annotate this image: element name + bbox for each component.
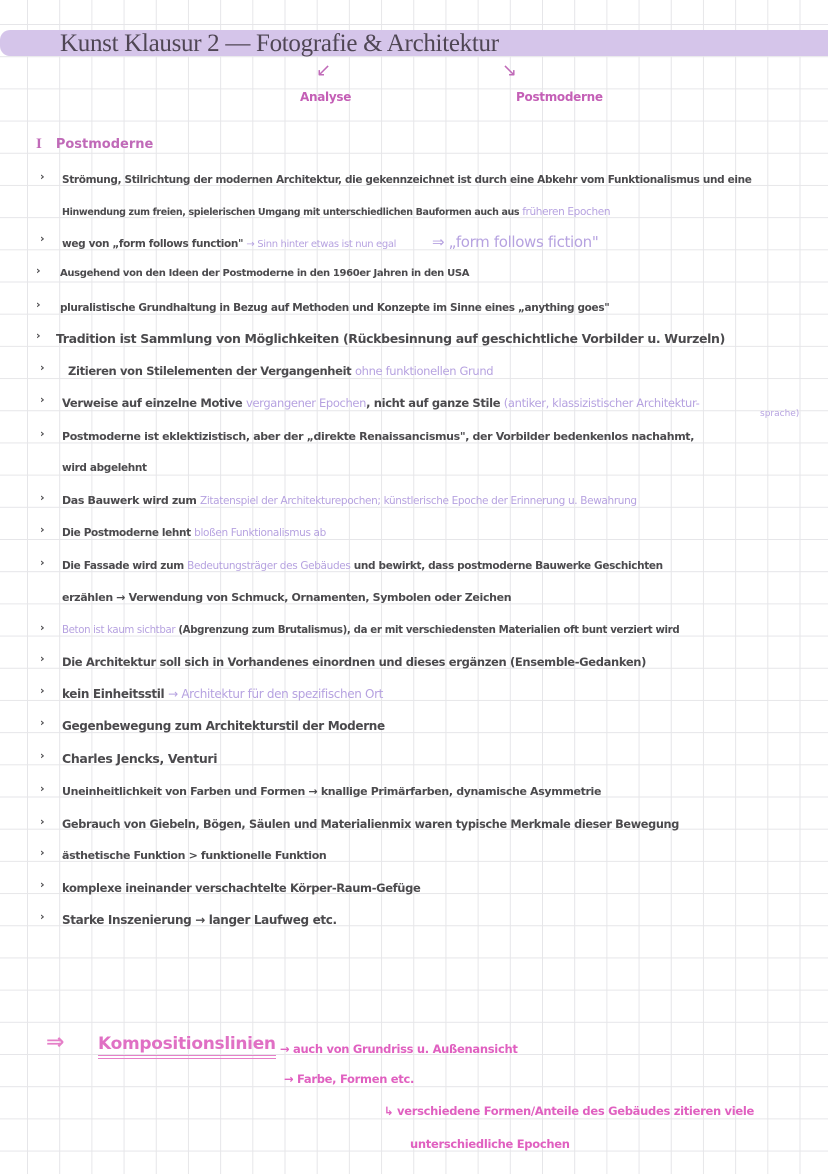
note-continuation bbox=[0, 458, 828, 478]
note-item bbox=[0, 298, 828, 318]
note-accent: Zitatenspiel der Architekturepochen; künstlerische Epoche der Erinnerung u. Bewahrung bbox=[200, 495, 637, 507]
note-continuation bbox=[0, 202, 828, 222]
note-item bbox=[0, 621, 828, 641]
bullet-icon: › bbox=[36, 264, 41, 277]
note-accent: Bedeutungsträger des Gebäudes bbox=[187, 560, 351, 572]
note-text: Strömung, Stilrichtung der modernen Architektur, die gekennzeichnet ist durch eine Abkehr vom Funktionalismus und eine bbox=[62, 174, 752, 186]
note-text: ästhetische Funktion > funktionelle Funktion bbox=[62, 849, 327, 862]
note-text: kein Einheitsstil → Architektur für den spezifischen Ort bbox=[62, 687, 384, 701]
note-accent: → Sinn hinter etwas ist nun egal bbox=[246, 239, 397, 250]
section-number: I bbox=[36, 136, 42, 152]
note-text: Verweise auf einzelne Motive vergangener Epochen, nicht auf ganze Stile (antiker, klassizistischer Architektur- bbox=[62, 396, 700, 410]
note-item bbox=[0, 393, 828, 413]
note-accent: vergangener Epochen bbox=[246, 396, 367, 410]
note-item bbox=[0, 232, 828, 252]
note-item bbox=[0, 652, 828, 672]
note-accent-big: ⇒ „form follows fiction" bbox=[432, 233, 599, 251]
note-accent: bloßen Funktionalismus ab bbox=[194, 527, 326, 539]
note-text: Hinwendung zum freien, spielerischen Umgang mit unterschiedlichen Bauformen auch aus früheren Epochen bbox=[62, 206, 611, 218]
bullet-icon: › bbox=[40, 361, 45, 374]
note-accent: (antiker, klassizistischer Architektur- bbox=[503, 396, 700, 410]
note-item bbox=[0, 684, 828, 704]
note-text: Tradition ist Sammlung von Möglichkeiten (Rückbesinnung auf geschichtliche Vorbilder u. Wurzeln) bbox=[56, 331, 725, 346]
note-text: Charles Jencks, Venturi bbox=[62, 751, 218, 766]
bullet-icon: › bbox=[40, 170, 45, 183]
arrow-down-left-icon: ↙ bbox=[316, 60, 332, 81]
note-accent: früheren Epochen bbox=[522, 206, 611, 218]
branch-analyse: Analyse bbox=[300, 90, 352, 104]
note-accent: → Architektur für den spezifischen Ort bbox=[168, 687, 384, 701]
bullet-icon: › bbox=[40, 556, 45, 569]
note-text: Beton ist kaum sichtbar (Abgrenzung zum Brutalismus), da er mit verschiedensten Materialien oft bunt verziert wird bbox=[62, 625, 680, 636]
note-item bbox=[0, 523, 828, 543]
note-text: Gebrauch von Giebeln, Bögen, Säulen und Materialienmix waren typische Merkmale dieser Bewegung bbox=[62, 818, 679, 831]
note-item bbox=[0, 815, 828, 835]
note-continuation bbox=[0, 588, 828, 608]
note-item bbox=[0, 749, 828, 769]
bullet-icon: › bbox=[40, 846, 45, 859]
bullet-icon: › bbox=[40, 393, 45, 406]
branch-postmoderne: Postmoderne bbox=[516, 90, 603, 104]
note-item bbox=[0, 264, 828, 284]
bullet-icon: › bbox=[40, 815, 45, 828]
note-text: weg von „form follows function" → Sinn hinter etwas ist nun egal ⇒ „form follows fiction" bbox=[62, 233, 599, 251]
note-accent: Beton ist kaum sichtbar bbox=[62, 625, 176, 636]
conclusion-point: unterschiedliche Epochen bbox=[410, 1137, 570, 1151]
note-text: Das Bauwerk wird zum Zitatenspiel der Architekturepochen; künstlerische Epoche der Erinnerung u. Bewahrung bbox=[62, 494, 637, 507]
note-text: Zitieren von Stilelementen der Vergangenheit ohne funktionellen Grund bbox=[68, 364, 494, 378]
bullet-icon: › bbox=[40, 491, 45, 504]
note-item bbox=[0, 846, 828, 866]
arrow-down-right-icon: ↘ bbox=[502, 60, 518, 81]
note-accent: ohne funktionellen Grund bbox=[354, 364, 494, 378]
note-item bbox=[0, 878, 828, 898]
note-text: Die Postmoderne lehnt bloßen Funktionalismus ab bbox=[62, 527, 326, 539]
conclusion-point: → auch von Grundriss u. Außenansicht bbox=[280, 1042, 518, 1056]
note-item bbox=[0, 782, 828, 802]
conclusion-point: → Farbe, Formen etc. bbox=[284, 1072, 415, 1086]
bullet-icon: › bbox=[36, 298, 41, 311]
note-item bbox=[0, 910, 828, 930]
conclusion-title: Kompositionslinien bbox=[98, 1034, 276, 1059]
bullet-icon: › bbox=[40, 878, 45, 891]
note-text: Ausgehend von den Ideen der Postmoderne in den 1960er Jahren in den USA bbox=[60, 268, 470, 279]
note-text: Gegenbewegung zum Architekturstil der Moderne bbox=[62, 719, 385, 733]
note-text: komplexe ineinander verschachtelte Körper-Raum-Gefüge bbox=[62, 881, 421, 895]
bullet-icon: › bbox=[40, 427, 45, 440]
section-heading bbox=[36, 136, 153, 153]
bullet-icon: › bbox=[40, 684, 45, 697]
bullet-icon: › bbox=[40, 652, 45, 665]
note-text: wird abgelehnt bbox=[62, 462, 147, 474]
note-text: Starke Inszenierung → langer Laufweg etc. bbox=[62, 913, 337, 927]
note-text: pluralistische Grundhaltung in Bezug auf Methoden und Konzepte im Sinne eines „anything goes" bbox=[60, 302, 610, 314]
bullet-icon: › bbox=[36, 329, 41, 342]
conclusion-point: ↳ verschiedene Formen/Anteile des Gebäudes zitieren viele bbox=[384, 1104, 755, 1118]
bullet-icon: › bbox=[40, 910, 45, 923]
note-text: Postmoderne ist eklektizistisch, aber der „direkte Renaissancismus", der Vorbilder bedenkenlos nachahmt, bbox=[62, 430, 695, 443]
note-text: Uneinheitlichkeit von Farben und Formen → knallige Primärfarben, dynamische Asymmetrie bbox=[62, 785, 602, 798]
note-item bbox=[0, 716, 828, 736]
note-text: erzählen → Verwendung von Schmuck, Ornamenten, Symbolen oder Zeichen bbox=[62, 591, 512, 604]
bullet-icon: › bbox=[40, 232, 45, 245]
note-item bbox=[0, 361, 828, 381]
note-accent-continuation: sprache) bbox=[760, 409, 800, 419]
bullet-icon: › bbox=[40, 749, 45, 762]
section-title: Postmoderne bbox=[55, 137, 154, 152]
note-text: Die Architektur soll sich in Vorhandenes einordnen und dieses ergänzen (Ensemble-Gedanken) bbox=[62, 655, 647, 669]
bullet-icon: › bbox=[40, 782, 45, 795]
note-item bbox=[0, 329, 828, 349]
bullet-icon: › bbox=[40, 523, 45, 536]
page-title: Kunst Klausur 2 — Fotografie & Architektur bbox=[60, 30, 499, 57]
note-text: Die Fassade wird zum Bedeutungsträger des Gebäudes und bewirkt, dass postmoderne Bauwerke Geschichten bbox=[62, 560, 663, 572]
double-arrow-icon: ⇒ bbox=[46, 1030, 65, 1055]
note-item bbox=[0, 170, 828, 190]
note-item bbox=[0, 491, 828, 511]
bullet-icon: › bbox=[40, 621, 45, 634]
note-item bbox=[0, 427, 828, 447]
bullet-icon: › bbox=[40, 716, 45, 729]
note-item bbox=[0, 556, 828, 576]
